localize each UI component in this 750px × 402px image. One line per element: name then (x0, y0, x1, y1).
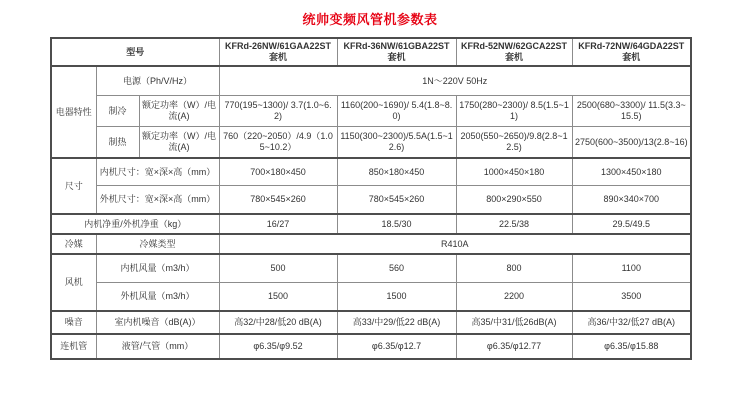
power-label-cell: 电源（Ph/V/Hz） (96, 66, 219, 96)
model-row (51, 38, 691, 66)
heating-label-cell: 制热 (96, 127, 139, 159)
outdoor-airflow-label-cell: 外机风量（m3/h） (96, 283, 219, 312)
pipe-row (51, 334, 691, 359)
indoor-airflow-label-cell: 内机风量（m3/h） (96, 254, 219, 283)
weight-cell-4: 29.5/49.5 (572, 214, 691, 234)
spec-sheet (50, 0, 690, 360)
model-cell-2: KFRd-36NW/61GBA22ST套机 (337, 38, 456, 66)
outdoor-size-label-cell: 外机尺寸：宽×深×高（mm） (96, 186, 219, 215)
outdoor-airflow-cell-4: 3500 (572, 283, 691, 312)
noise-row (51, 311, 691, 334)
outdoor-airflow-row (51, 283, 691, 312)
group-electrical-cell: 电器特性 (51, 66, 96, 158)
group-dimension-cell: 尺寸 (51, 158, 96, 214)
weight-label-cell: 内机净重/外机净重（kg） (51, 214, 219, 234)
refrigerant-value-cell: R410A (219, 234, 691, 254)
indoor-size-row (51, 158, 691, 186)
cooling-row (51, 96, 691, 127)
outdoor-size-row (51, 186, 691, 215)
cooling-value-cell-4: 2500(680~3300)/ 11.5(3.3~15.5) (572, 96, 691, 127)
cooling-value-cell-3: 1750(280~2300)/ 8.5(1.5~11) (456, 96, 572, 127)
page-title: 统帅变频风管机参数表 (302, 12, 438, 27)
pipe-label-cell: 液管/气管（mm） (96, 334, 219, 359)
outdoor-size-cell-2: 780×545×260 (337, 186, 456, 215)
heating-value-cell-1: 760（220~2050）/4.9（1.05~10.2） (219, 127, 337, 159)
outdoor-size-cell-4: 890×340×700 (572, 186, 691, 215)
noise-cell-3: 高35/中31/低26dB(A) (456, 311, 572, 334)
indoor-airflow-cell-2: 560 (337, 254, 456, 283)
outdoor-airflow-cell-3: 2200 (456, 283, 572, 312)
pipe-cell-3: φ6.35/φ12.77 (456, 334, 572, 359)
noise-cell-1: 高32/中28/低20 dB(A) (219, 311, 337, 334)
weight-row (51, 214, 691, 234)
indoor-size-label-cell: 内机尺寸：宽×深×高（mm） (96, 158, 219, 186)
spec-table (50, 37, 692, 360)
indoor-airflow-cell-1: 500 (219, 254, 337, 283)
group-refrigerant-cell: 冷媒 (51, 234, 96, 254)
cooling-value-cell-1: 770(195~1300)/ 3.7(1.0~6.2) (219, 96, 337, 127)
pipe-cell-2: φ6.35/φ12.7 (337, 334, 456, 359)
weight-cell-1: 16/27 (219, 214, 337, 234)
indoor-size-cell-3: 1000×450×180 (456, 158, 572, 186)
refrigerant-type-label-cell: 冷媒类型 (96, 234, 219, 254)
indoor-airflow-cell-3: 800 (456, 254, 572, 283)
pipe-cell-4: φ6.35/φ15.88 (572, 334, 691, 359)
weight-cell-3: 22.5/38 (456, 214, 572, 234)
outdoor-size-cell-1: 780×545×260 (219, 186, 337, 215)
group-noise-cell: 噪音 (51, 311, 96, 334)
indoor-airflow-cell-4: 1100 (572, 254, 691, 283)
noise-cell-2: 高33/中29/低22 dB(A) (337, 311, 456, 334)
pipe-cell-1: φ6.35/φ9.52 (219, 334, 337, 359)
indoor-airflow-row (51, 254, 691, 283)
heating-value-cell-2: 1150(300~2300)/5.5A(1.5~12.6) (337, 127, 456, 159)
power-row (51, 66, 691, 96)
rated-power-label-cell: 额定功率（W）/电流(A) (139, 96, 219, 127)
model-cell-4: KFRd-72NW/64GDA22ST套机 (572, 38, 691, 66)
model-cell-1: KFRd-26NW/61GAA22ST套机 (219, 38, 337, 66)
refrigerant-row (51, 234, 691, 254)
indoor-size-cell-4: 1300×450×180 (572, 158, 691, 186)
heating-row (51, 127, 691, 159)
heating-value-cell-4: 2750(600~3500)/13(2.8~16) (572, 127, 691, 159)
outdoor-airflow-cell-2: 1500 (337, 283, 456, 312)
cooling-label-cell: 制冷 (96, 96, 139, 127)
model-cell-3: KFRd-52NW/62GCA22ST套机 (456, 38, 572, 66)
power-value-cell: 1N～220V 50Hz (219, 66, 691, 96)
indoor-size-cell-2: 850×180×450 (337, 158, 456, 186)
rated-power-label-cell: 额定功率（W）/电流(A) (139, 127, 219, 159)
group-fan-cell: 风机 (51, 254, 96, 311)
outdoor-size-cell-3: 800×290×550 (456, 186, 572, 215)
group-pipe-cell: 连机管 (51, 334, 96, 359)
indoor-size-cell-1: 700×180×450 (219, 158, 337, 186)
heating-value-cell-3: 2050(550~2650)/9.8(2.8~12.5) (456, 127, 572, 159)
model-label-cell: 型号 (51, 38, 219, 66)
outdoor-airflow-cell-1: 1500 (219, 283, 337, 312)
noise-cell-4: 高36/中32/低27 dB(A) (572, 311, 691, 334)
weight-cell-2: 18.5/30 (337, 214, 456, 234)
cooling-value-cell-2: 1160(200~1690)/ 5.4(1.8~8.0) (337, 96, 456, 127)
noise-label-cell: 室内机噪音（dB(A)） (96, 311, 219, 334)
